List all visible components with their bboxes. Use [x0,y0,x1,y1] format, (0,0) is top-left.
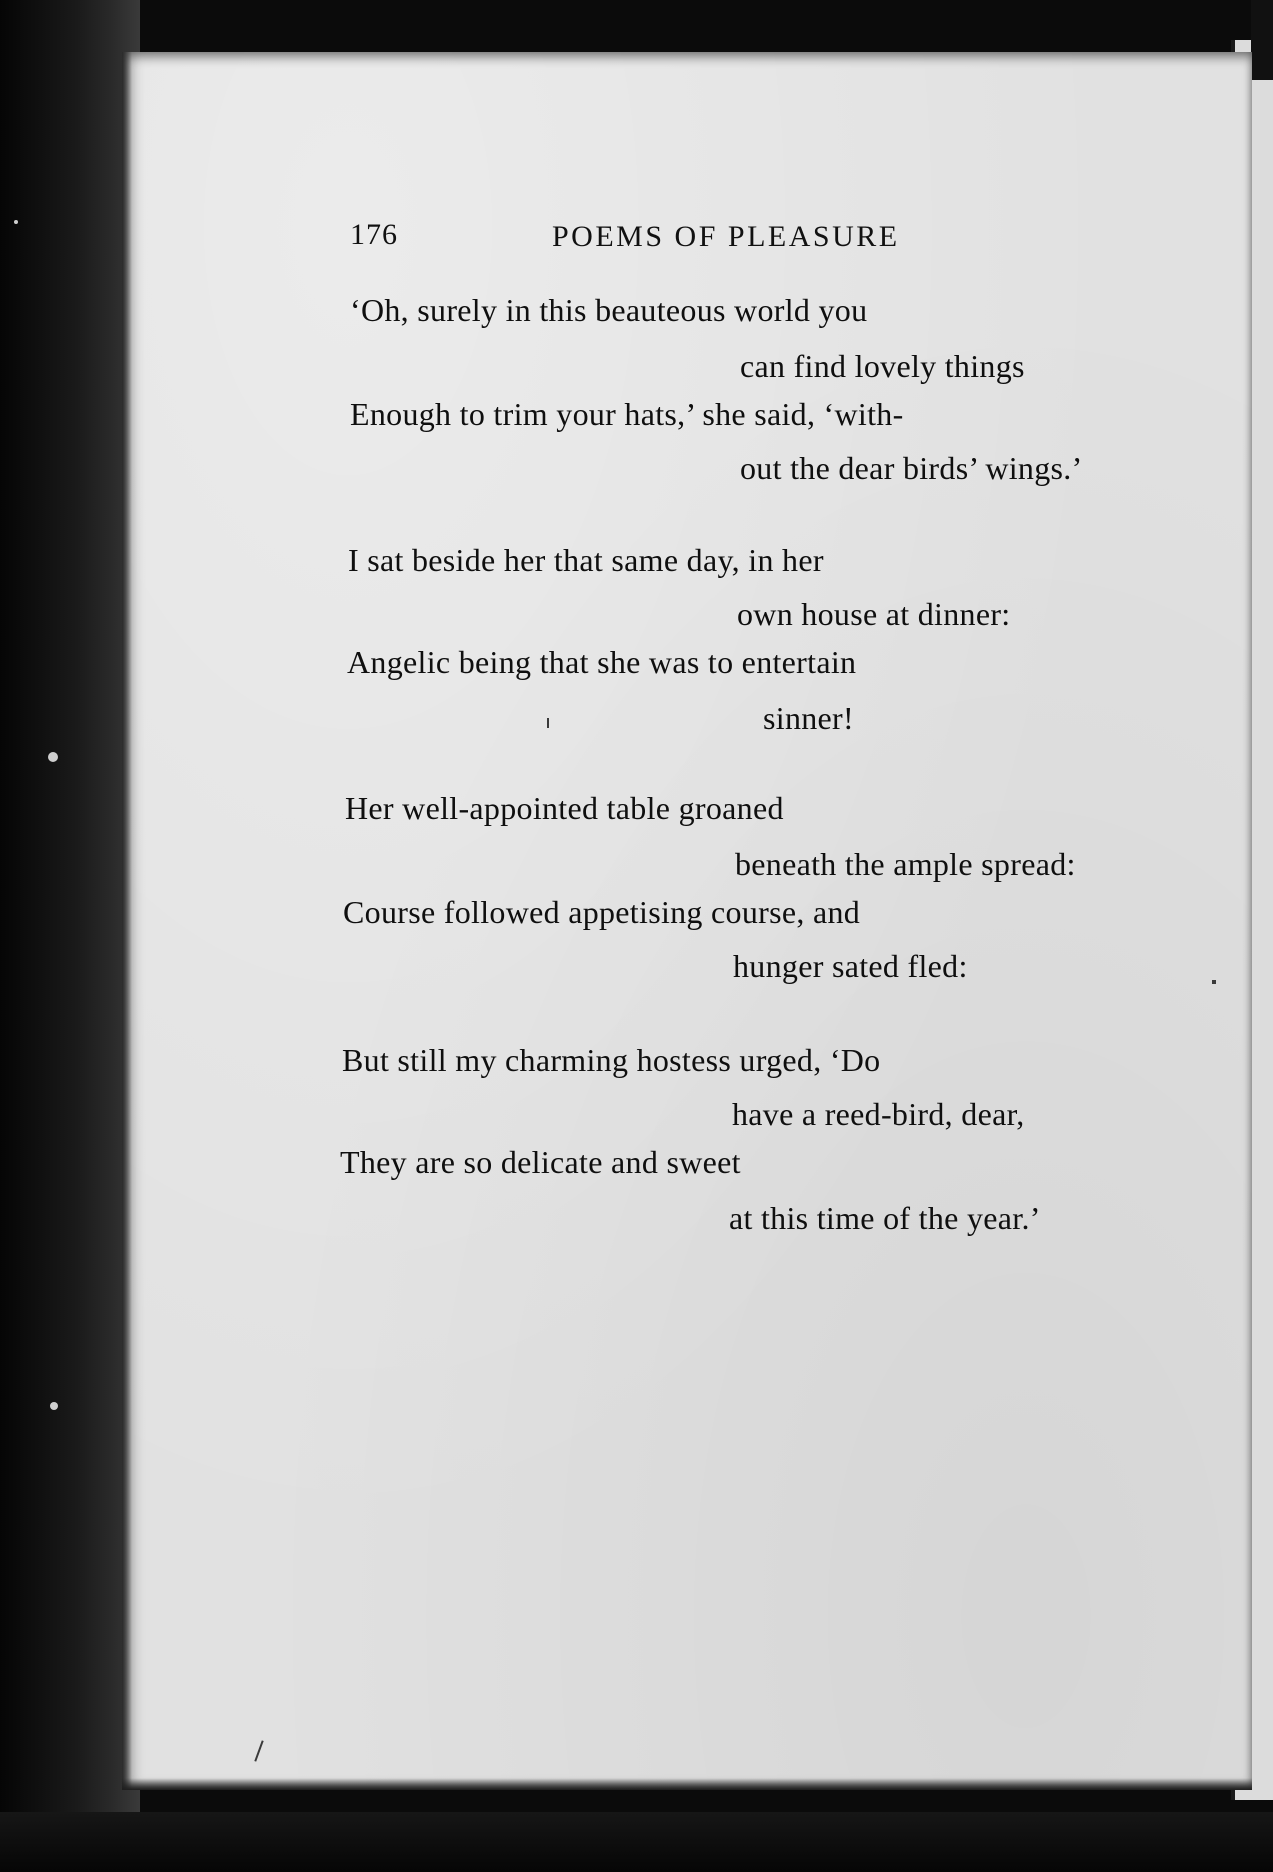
poem-line: own house at dinner: [737,596,1011,632]
page-number: 176 [350,218,398,251]
scan-mark [547,718,549,728]
book-binding-edge [0,0,140,1872]
poem-line: can find lovely things [740,348,1025,384]
poem-line: I sat beside her that same day, in her [348,542,824,578]
poem-line: beneath the ample spread: [735,846,1076,882]
poem-line: out the dear birds’ wings.’ [740,450,1083,486]
poem-line: Her well-appointed table groaned [345,790,784,826]
poem-line: Course followed appetising course, and [343,894,861,930]
poem-line: But still my charming hostess urged, ‘Do [342,1042,881,1078]
poem-line: ‘Oh, surely in this beauteous world you [350,292,868,328]
poem-line: have a reed-bird, dear, [732,1096,1025,1132]
scan-speck [50,1402,58,1410]
poem-line: at this time of the year.’ [729,1200,1041,1236]
corner-shadow [1251,0,1273,80]
scan-speck [14,220,18,224]
scan-bottom-border [0,1812,1273,1872]
poem-line: They are so delicate and sweet [340,1144,741,1180]
scan-mark [1212,980,1216,984]
poem-line: sinner! [763,700,854,736]
page-gutter-shadow [122,52,132,1790]
page-bottom-shadow [122,1778,1252,1790]
poem-line: hunger sated fled: [733,948,968,984]
poem-line: Angelic being that she was to entertain [347,644,857,680]
scan-speck [48,752,58,762]
poem-line: Enough to trim your hats,’ she said, ‘with- [350,396,904,432]
running-title: POEMS OF PLEASURE [552,220,900,253]
